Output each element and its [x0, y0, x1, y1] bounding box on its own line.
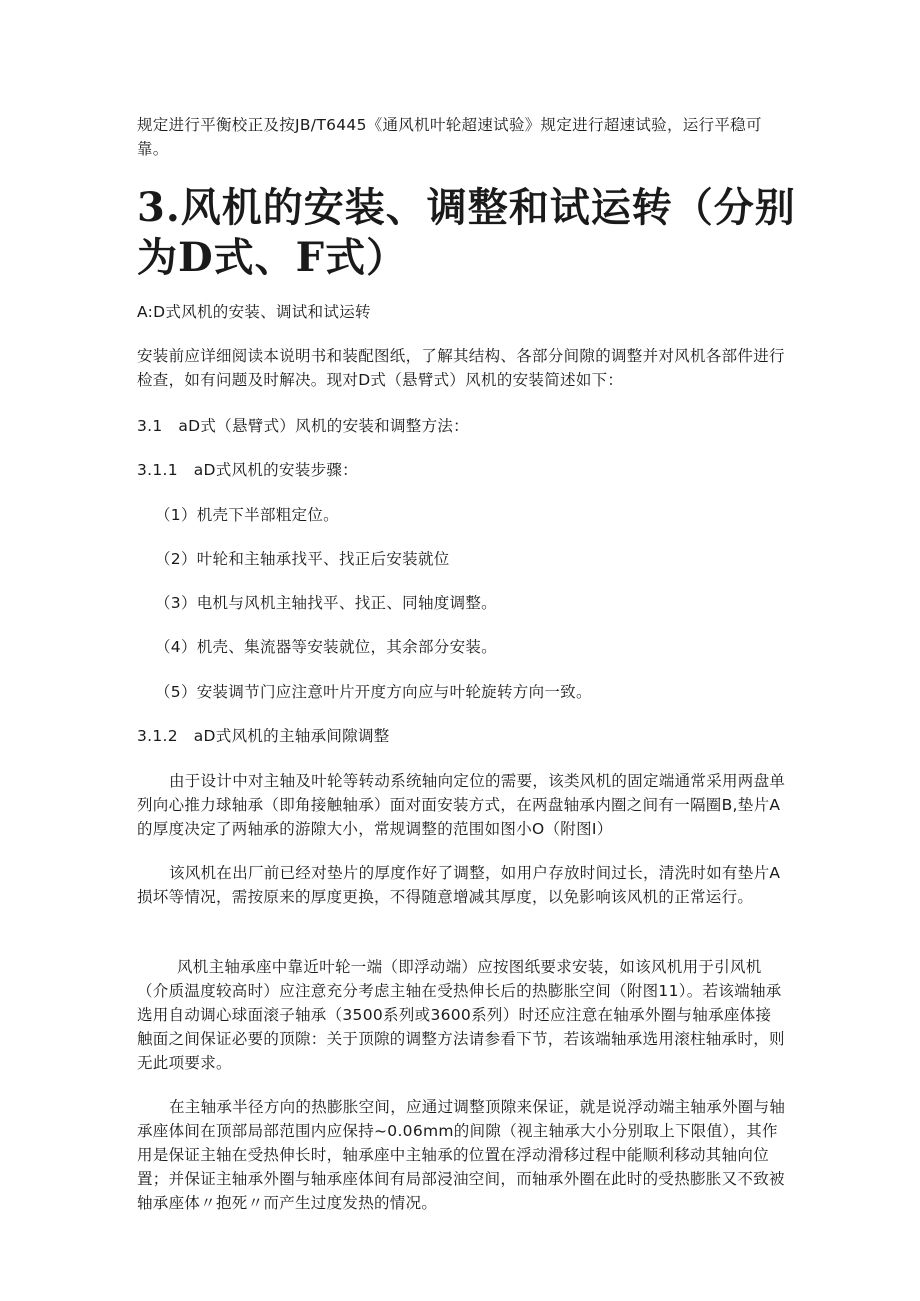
intro-paragraph: 规定进行平衡校正及按JB/T6445《通风机叶轮超速试验》规定进行超速试验，运行平稳可靠。 [137, 116, 762, 158]
step-item-3: （3）电机与风机主轴找平、找正、同轴度调整。 [155, 594, 497, 612]
step-item-5: （5）安装调节门应注意叶片开度方向应与叶轮旋转方向一致。 [155, 683, 592, 701]
install-intro-paragraph: 安装前应详细阅读本说明书和装配图纸，了解其结构、各部分间隙的调整并对风机各部件进行检查，如有问题及时解决。现对D式（悬臂式）风机的安装简述如下： [137, 347, 785, 389]
section-3-1-1-title: 3.1.1 aD式风机的安装步骤： [137, 461, 358, 479]
paragraph-shim-adjustment: 该风机在出厂前已经对垫片的厚度作好了调整，如用户存放时间过长，清洗时如有垫片A损坏等情况，需按原来的厚度更换，不得随意增减其厚度，以免影响该风机的正常运行。 [137, 864, 781, 906]
step-item-4: （4）机壳、集流器等安装就位，其余部分安装。 [155, 638, 497, 656]
step-item-2: （2）叶轮和主轴承找平、找正后安装就位 [155, 550, 450, 568]
subsection-a-title: A:D式风机的安装、调试和试运转 [137, 303, 371, 321]
step-item-1: （1）机壳下半部粗定位。 [155, 506, 339, 524]
paragraph-thermal-expansion: 在主轴承半径方向的热膨胀空间，应通过调整顶隙来保证，就是说浮动端主轴承外圈与轴承座体间在顶部局部范围内应保持~0.06mm的间隙（视主轴承大小分别取上下限值），其作用是保证主轴在受热伸长时，轴承座中主轴承的位置在浮动滑移过程中能顺利移动其轴向位置；并保证主轴承外圈与轴承座体间有局部浸油空间，而轴承外圈在此时的受热膨胀又不致被轴承座体〃抱死〃而产生过度发热的情况。 [137, 1098, 786, 1212]
section-3-1-title: 3.1 aD式（悬臂式）风机的安装和调整方法： [137, 417, 469, 435]
paragraph-fixed-end-bearing: 由于设计中对主轴及叶轮等转动系统轴向定位的需要，该类风机的固定端通常采用两盘单列向心推力球轴承（即角接触轴承）面对面安装方式，在两盘轴承内圈之间有一隔圈B,垫片A的厚度决定了两轴承的游隙大小，常规调整的范围如图小O（附图I） [137, 772, 786, 838]
section-3-1-2-title: 3.1.2 aD式风机的主轴承间隙调整 [137, 727, 390, 745]
paragraph-floating-end-bearing: 风机主轴承座中靠近叶轮一端（即浮动端）应按图纸要求安装，如该风机用于引风机（介质温度较高时）应注意充分考虑主轴在受热伸长后的热膨胀空间（附图11）。若该端轴承选用自动调心球面滚子轴承（3500系列或3600系列）时还应注意在轴承外圈与轴承座体接触面之间保证必要的顶隙：关于顶隙的调整方法请参看下节，若该端轴承选用滚柱轴承时，则无此项要求。 [137, 958, 785, 1072]
section-heading: 3.风机的安装、调整和试运转（分别为D式、F式） [137, 184, 796, 281]
